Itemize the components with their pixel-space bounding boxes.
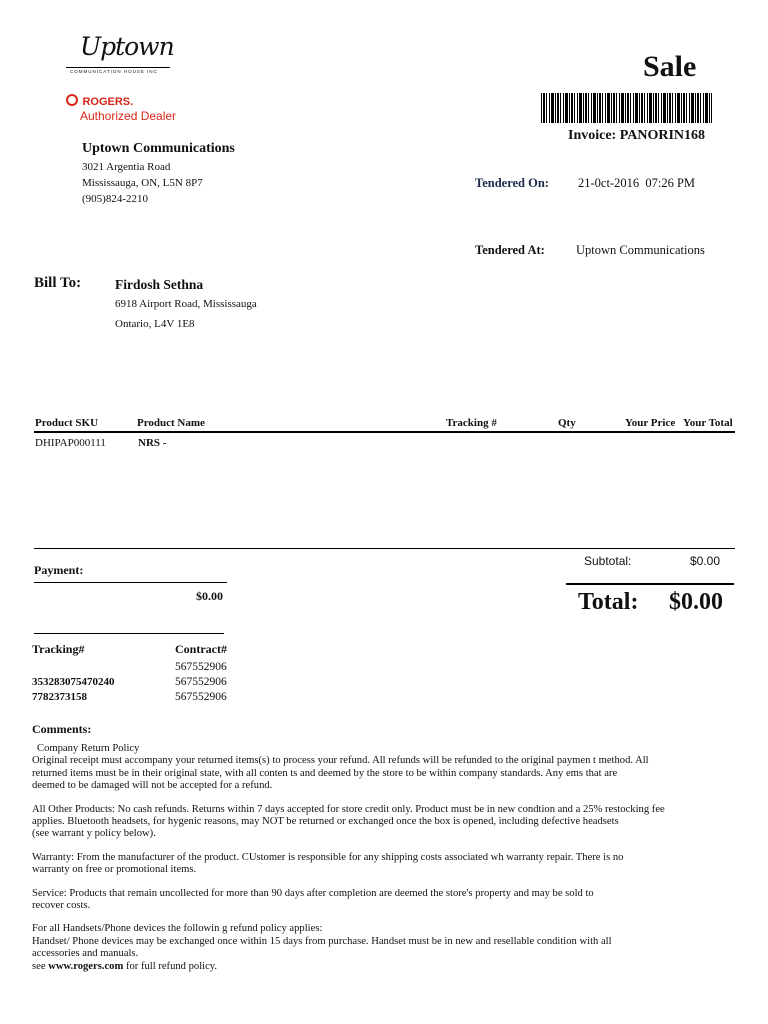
payment-rule-top: [34, 582, 227, 583]
policy-line: accessories and manuals.: [32, 948, 139, 960]
rogers-icon: [66, 94, 78, 106]
total-label: Total:: [578, 589, 639, 615]
logo-rule: [66, 67, 170, 68]
payment-label: Payment:: [34, 563, 84, 577]
col-qty: Qty: [558, 417, 576, 429]
company-address2: Mississauga, ON, L5N 8P7: [82, 177, 203, 189]
totals-rule: [566, 583, 734, 585]
payment-amount: $0.00: [196, 589, 223, 603]
payment-rule-bottom: [34, 633, 224, 634]
policy-line: returned items must be in their original state, with all conten ts and deemed by the store to be within company standards. Any ems that are: [32, 767, 618, 779]
policy-line-link: [32, 961, 742, 973]
rogers-dealer-badge: [66, 92, 176, 123]
uptown-logo: [66, 30, 174, 78]
tracking-row: [0, 676, 300, 691]
contract-number: 567552906: [175, 676, 227, 688]
policy-line: For all Handsets/Phone devices the followin g refund policy applies:: [32, 923, 323, 935]
policy-line: Warranty: From the manufacturer of the product. CUstomer is responsible for any shipping costs associated wh warranty repair. There is no: [32, 851, 624, 863]
policy-line: All Other Products: No cash refunds. Returns within 7 days accepted for store credit only. Product must be in new condtion and a 25% restocking fee: [32, 803, 665, 815]
contract-number: 567552906: [175, 661, 227, 673]
bill-to-name: Firdosh Sethna: [115, 277, 204, 292]
policy-line: Handset/ Phone devices may be exchanged once within 15 days from purchase. Handset must be in new and resellable condition with all: [32, 935, 612, 947]
table-header-rule: [34, 431, 735, 433]
tendered-on-value: 21-0ct-2016 07:26 PM: [578, 176, 696, 190]
company-address1: 3021 Argentia Road: [82, 161, 171, 173]
policy-title: Company Return Policy: [37, 743, 140, 754]
company-phone: (905)824-2210: [82, 193, 148, 205]
tendered-on-label: Tendered On:: [475, 176, 549, 190]
tracking-row: [0, 691, 300, 706]
col-product-name: Product Name: [137, 417, 205, 429]
col-tracking: Tracking #: [446, 417, 497, 429]
comments-label: Comments:: [32, 722, 92, 736]
policy-line: applies. Bluetooth headsets, for hygenic reasons, may NOT be returned or exchanged once the box is opened, including defective headsets: [32, 816, 619, 828]
doc-type-title: Sale: [643, 50, 697, 83]
return-policy: [32, 743, 742, 973]
invoice-number: PANORIN168: [619, 128, 706, 143]
invoice-label: Invoice:: [568, 128, 617, 143]
policy-line: deemed to be damaged will not be accepted for a refund.: [32, 780, 273, 792]
tracking-number: 7782373158: [32, 691, 87, 703]
link-tail: for full refund policy.: [125, 960, 218, 972]
company-name: Uptown Communications: [82, 141, 235, 156]
contract-header: Contract#: [175, 642, 227, 656]
see-text: see: [32, 960, 46, 972]
tracking-number: 353283075470240: [32, 676, 115, 688]
tracking-header: Tracking#: [32, 642, 85, 656]
table-row: [0, 437, 768, 453]
row-sku: DHIPAP000111: [35, 437, 106, 449]
policy-line: warranty on free or promotional items.: [32, 864, 197, 876]
row-product-name: NRS -: [138, 437, 167, 449]
tendered-at-label: Tendered At:: [475, 243, 545, 257]
policy-line: Original receipt must accompany your returned items(s) to process your refund. All refunds will be refunded to the original paymen t method. All: [32, 755, 649, 767]
subtotal-value: $0.00: [690, 554, 721, 568]
invoice-line: [568, 128, 705, 144]
logo-text: Uptown: [80, 32, 174, 61]
rogers-brand: ROGERS.: [82, 96, 134, 108]
tracking-row: [0, 661, 300, 676]
contract-number: 567552906: [175, 691, 227, 703]
bill-to-address1: 6918 Airport Road, Mississauga: [115, 298, 257, 310]
table-bottom-rule: [34, 548, 735, 549]
total-value: $0.00: [669, 589, 723, 615]
policy-line: recover costs.: [32, 900, 91, 912]
col-product-sku: Product SKU: [35, 417, 99, 429]
policy-line: Service: Products that remain uncollected for more than 90 days after completion are deemed the store's property and may be sold to: [32, 887, 594, 899]
policy-line: (see warrant y policy below).: [32, 828, 156, 840]
col-your-total: Your Total: [683, 417, 733, 429]
col-your-price: Your Price: [625, 417, 676, 429]
subtotal-label: Subtotal:: [584, 554, 632, 568]
bill-to-label: Bill To:: [34, 275, 82, 291]
tendered-at-value: Uptown Communications: [576, 243, 705, 257]
tracking-list: [0, 661, 300, 706]
authorized-dealer-label: Authorized Dealer: [80, 109, 177, 123]
rogers-link[interactable]: www.rogers.com: [48, 960, 124, 972]
logo-tagline: COMMUNICATION HOUSE INC: [70, 69, 158, 74]
bill-to-address2: Ontario, L4V 1E8: [115, 318, 195, 330]
barcode: [541, 93, 712, 123]
